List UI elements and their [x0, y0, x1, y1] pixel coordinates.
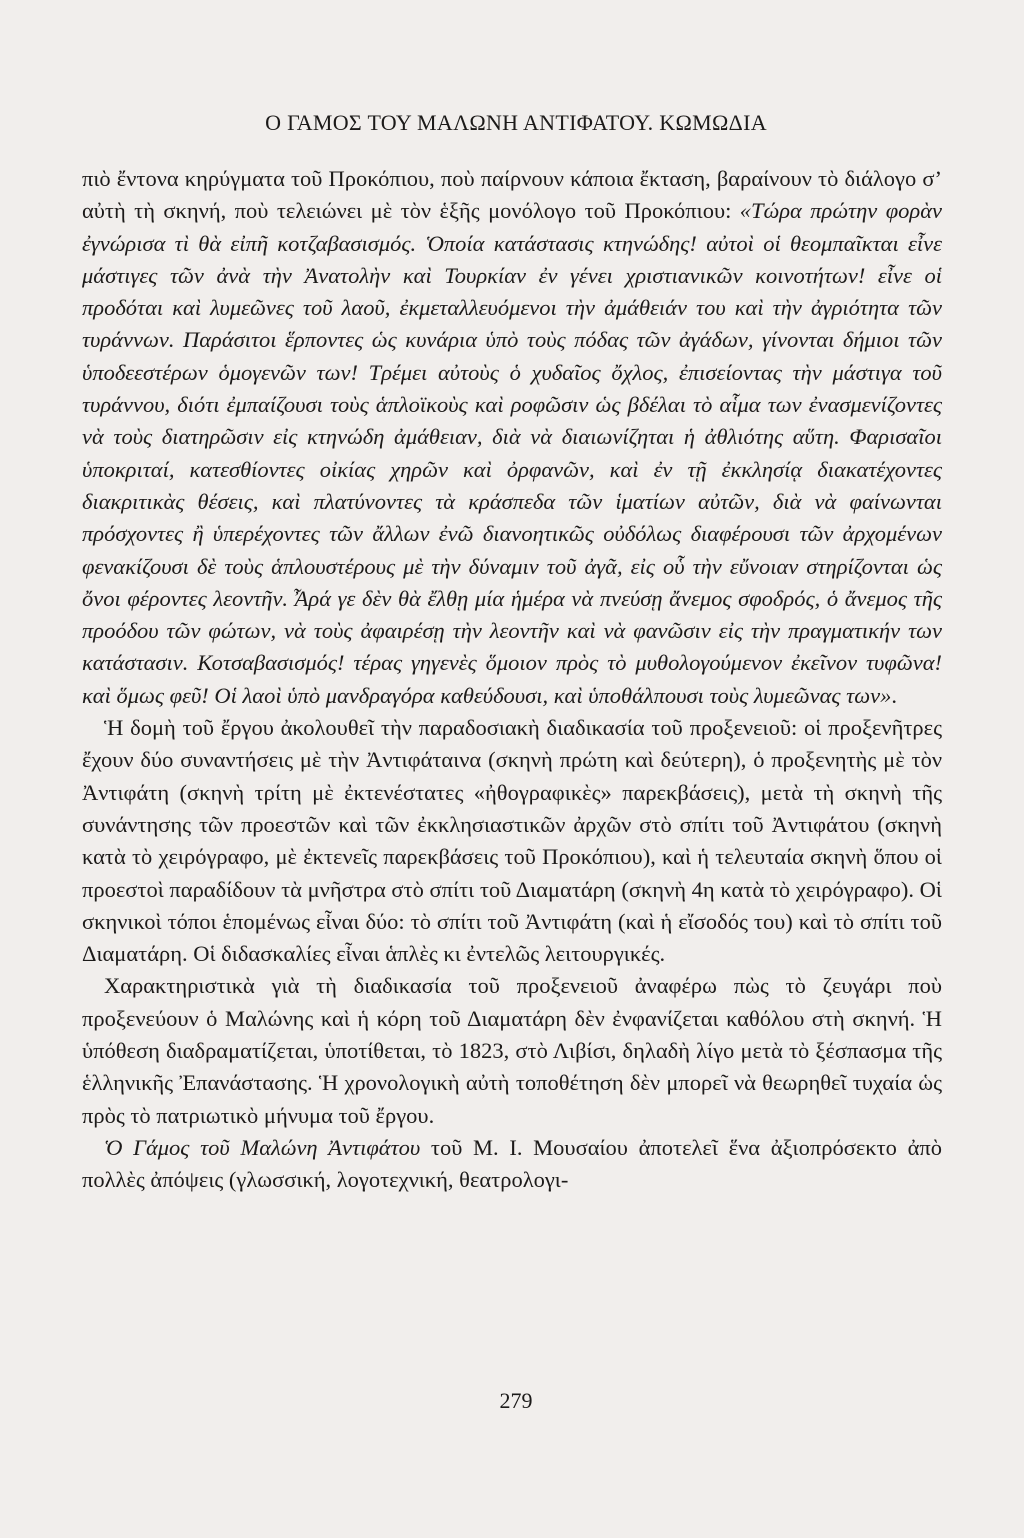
- paragraph-1: [82, 163, 942, 712]
- paragraph-4: [82, 1132, 942, 1197]
- page-number: 279: [499, 1388, 533, 1413]
- work-title: Ὁ Γάμος τοῦ Μαλώνη Ἀντιφάτου: [104, 1134, 421, 1160]
- paragraph-2: Ἡ δομὴ τοῦ ἔργου ἀκολουθεῖ τὴν παραδοσιακὴ διαδικασία τοῦ προξενειοῦ: οἱ προξενῆτρες ἔχουν δύο συναντήσεις μὲ τὴν Ἀντιφάταινα (σκηνὴ πρώτη καὶ δεύτερη), ὁ προξενητὴς μὲ τὸν Ἀντιφάτη (σκηνὴ τρίτη μὲ ἐκτενέστατες «ἠθογραφικὲς» παρεκβάσεις), μετὰ τὴ σκηνὴ τῆς συνάντησης τῶν προεστῶν καὶ τῶν ἐκκλησιαστικῶν ἀρχῶν στὸ σπίτι τοῦ Ἀντιφάτου (σκηνὴ κατὰ τὸ χειρόγραφο, μὲ ἐκτενεῖς παρεκβάσεις τοῦ Προκόπιου), καὶ ἡ τελευταία σκηνὴ ὅπου οἱ προεστοὶ παραδίδουν τὰ μνῆστρα στὸ σπίτι τοῦ Διαματάρη (σκηνὴ 4η κατὰ τὸ χειρόγραφο). Οἱ σκηνικοὶ τόποι ἑπομένως εἶναι δύο: τὸ σπίτι τοῦ Ἀντιφάτη (καὶ ἡ εἴσοδός του) καὶ τὸ σπίτι τοῦ Διαματάρη. Οἱ διδασκαλίες εἶναι ἁπλὲς κι ἐντελῶς λειτουργικές.: [82, 715, 942, 967]
- paragraph-1-lead: πιὸ ἔντονα κηρύγματα τοῦ Προκόπιου, ποὺ παίρνουν κάποια ἔκταση, βαραίνουν τὸ διάλογο σ’ αὐτὴ τὴ σκηνή, ποὺ τελειώνει μὲ τὸν ἑξῆς μονόλογο τοῦ Προκόπιου:: [82, 166, 942, 224]
- paragraph-3: Χαρακτηριστικὰ γιὰ τὴ διαδικασία τοῦ προξενειοῦ ἀναφέρω πὼς τὸ ζευγάρι ποὺ προξενεύουν ὁ Μαλώνης καὶ ἡ κόρη τοῦ Διαματάρη δὲν ἐνφανίζεται καθόλου στὴ σκηνή. Ἡ ὑπόθεση διαδραματίζεται, ὑποτίθεται, τὸ 1823, στὸ Λιβίσι, δηλαδὴ λίγο μετὰ τὸ ξέσπασμα τῆς ἑλληνικῆς Ἐπανάστασης. Ἡ χρονολογικὴ αὐτὴ τοποθέτηση δὲν μπορεῖ νὰ θεωρηθεῖ τυχαία ὡς πρὸς τὸ πατριωτικὸ μήνυμα τοῦ ἔργου.: [82, 973, 942, 1128]
- paragraph-4-rest: τοῦ Μ. Ι. Μουσαίου ἀποτελεῖ ἕνα ἀξιοπρόσεκτο ἀπὸ πολλὲς ἀπόψεις (γλωσσική, λογοτεχνική, θεατρολογι-: [82, 1134, 942, 1193]
- running-header: Ο ΓΑΜΟΣ ΤΟΥ ΜΑΛΩΝΗ ΑΝΤΙΦΑΤΟΥ. ΚΩΜΩΔΙΑ: [265, 110, 767, 135]
- paragraph-1-tail: .: [891, 682, 897, 708]
- body-text: [82, 163, 942, 1197]
- prokopios-monologue-quote: «Τώρα πρώτην φορὰν ἐγνώρισα τὶ θὰ εἰπῆ κοτζαβασισμός. Ὁποία κατάστασις κτηνώδης! αὐτοὶ οἱ θεομπαῖκται εἶνε μάστιγες τῶν ἀνὰ τὴν Ἀνατολὴν καὶ Τουρκίαν ἐν γένει χριστιανικῶν κοινοτήτων! εἶνε οἱ προδόται καὶ λυμεῶνες τοῦ λαοῦ, ἐκμεταλλευόμενοι τὴν ἀμάθειάν του καὶ τὴν ἀγριότητα τῶν τυράννων. Παράσιτοι ἕρποντες ὡς κυνάρια ὑπὸ τοὺς πόδας τῶν ἀγάδων, γίνονται δήμιοι τῶν ὑποδεεστέρων ὁμογενῶν των! Τρέμει αὐτοὺς ὁ χυδαῖος ὄχλος, ἐπισείοντας τὴν μάστιγα τοῦ τυράννου, διότι ἐμπαίζουσι τοὺς ἁπλοϊκοὺς καὶ ροφῶσιν ὡς βδέλαι τὸ αἷμα των ἐνασμενίζοντες νὰ τοὺς διατηρῶσιν εἰς κτηνώδη ἀμάθειαν, διὰ νὰ διαιωνίζηται ἡ ἀθλιότης αὕτη. Φαρισαῖοι ὑποκριταί, κατεσθίοντες οἰκίας χηρῶν καὶ ὀρφανῶν, καὶ ἐν τῇ ἐκκλησίᾳ διακατέχοντες διακριτικὰς θέσεις, καὶ πλατύνοντες τὰ κράσπεδα τῶν ἱματίων αὐτῶν, διὰ νὰ φαίνωνται πρόσχοντες ἢ ὑπερέχοντες τῶν ἄλλων ἐνῶ διανοητικῶς οὐδόλως διαφέρουσι τῶν ἀρχομένων φενακίζουσι δὲ τοὺς ἁπλουστέρους μὲ τὴν δύναμιν τοῦ ἀγᾶ, εἰς οὗ τὴν εὔνοιαν στηρίζονται ὡς ὄνοι φέροντες λεοντῆν. Ἆρά γε δὲν θὰ ἔλθῃ μία ἡμέρα νὰ πνεύσῃ ἄνεμος σφοδρός, ὁ ἄνεμος τῆς προόδου τῶν φώτων, νὰ τοὺς ἀφαιρέσῃ τὴν λεοντῆν καὶ νὰ φανῶσιν εἰς τὴν πραγματικήν των κατάστασιν. Κοτσαβασισμός! τέρας γηγενὲς ὅμοιον πρὸς τὸ μυθολογούμενον ἐκεῖνον τυφῶνα! καὶ ὅμως φεῦ! Οἱ λαοὶ ὑπὸ μανδραγόρα καθεύδουσι, καὶ ὑποθάλπουσι τοὺς λυμεῶνας των»: [82, 198, 942, 708]
